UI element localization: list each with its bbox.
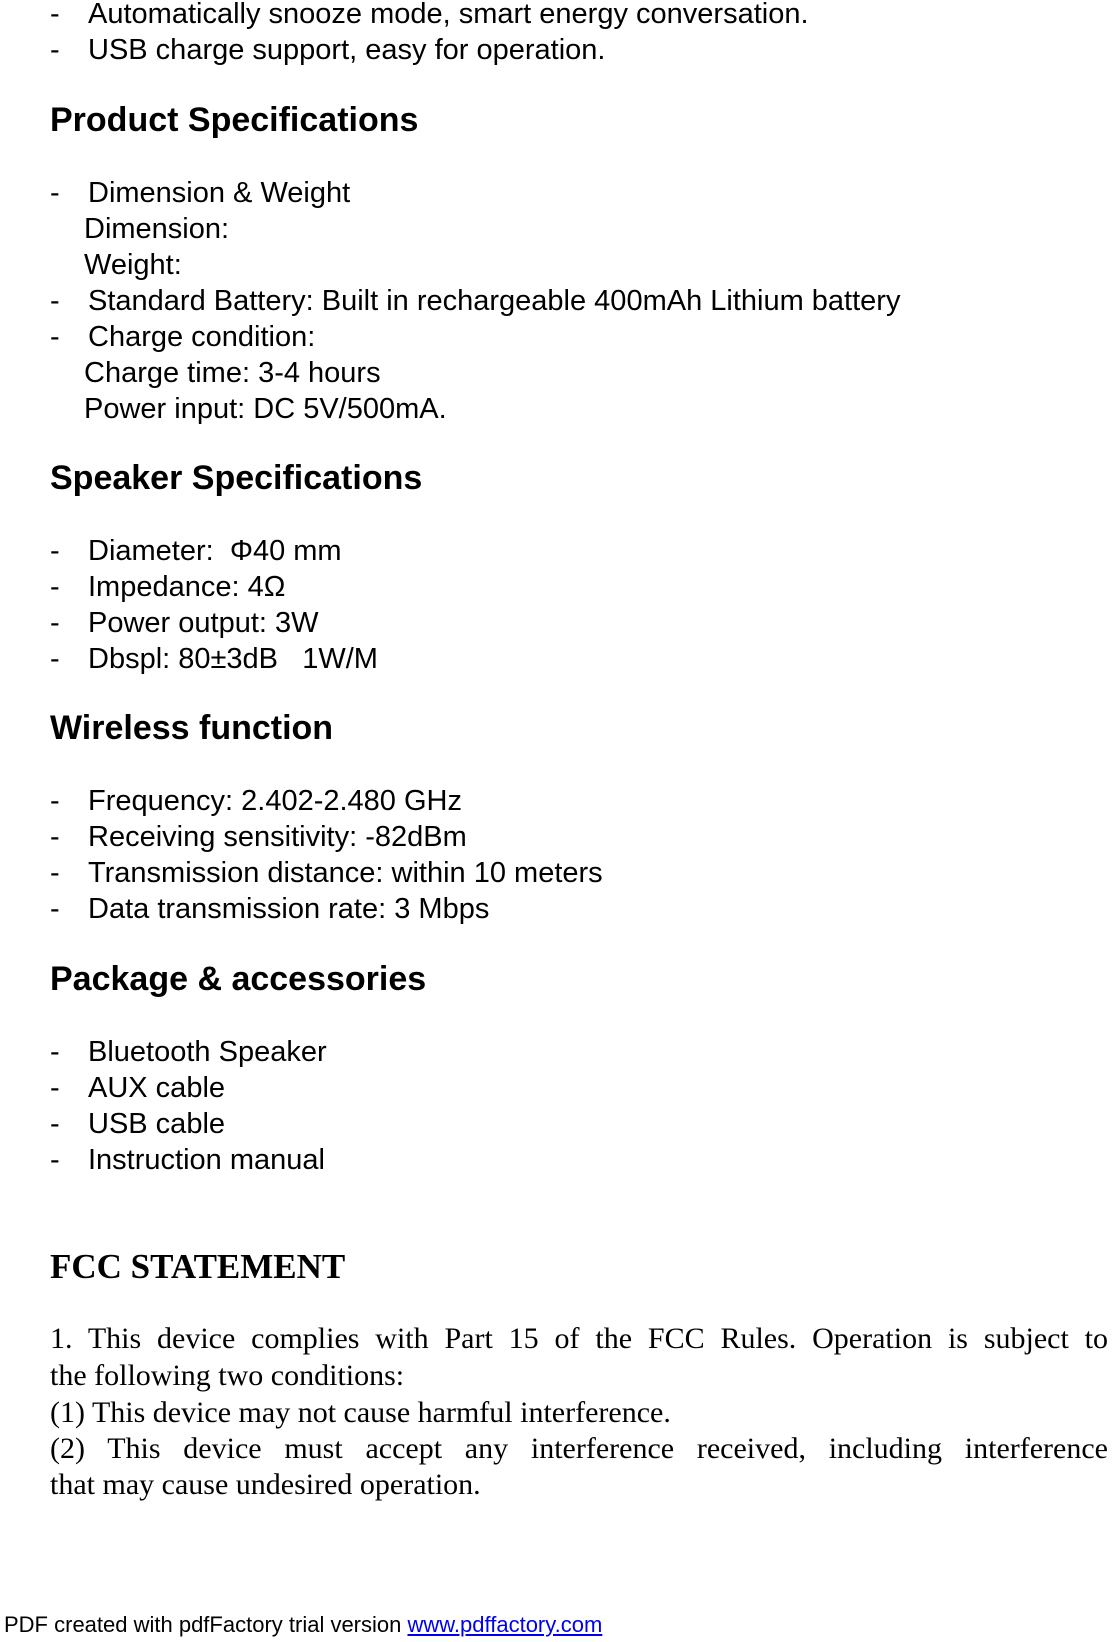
sensitivity-text: Receiving sensitivity: -82dBm [88,821,467,853]
list-bullet: - [50,535,60,567]
package-heading: Package & accessories [50,960,427,998]
distance-text: Transmission distance: within 10 meters [88,857,603,889]
package-item-text: AUX cable [88,1072,226,1104]
list-bullet: - [50,1072,60,1104]
list-bullet: - [50,607,60,639]
list-bullet: - [50,34,60,66]
power-input-text: Power input: DC 5V/500mA. [84,393,447,425]
pdf-footer [4,1612,602,1638]
speaker-specs-heading: Speaker Specifications [50,459,423,497]
list-bullet: - [50,785,60,817]
list-bullet: - [50,285,60,317]
dbspl-text: Dbspl: 80±3dB 1W/M [88,643,378,675]
pdffactory-link[interactable]: www.pdffactory.com [407,1612,603,1637]
list-bullet: - [50,643,60,675]
list-bullet: - [50,177,60,209]
diameter-text: Diameter: Φ40 mm [88,535,342,567]
fcc-paragraph-line: 1. This device complies with Part 15 of the FCC Rules. Operation is subject to [50,1322,1108,1355]
spec-text: Dimension & Weight [88,177,351,209]
product-specs-heading: Product Specifications [50,101,419,139]
wireless-heading: Wireless function [50,709,334,747]
feature-text: USB charge support, easy for operation. [88,34,606,66]
list-bullet: - [50,571,60,603]
fcc-heading: FCC STATEMENT [50,1247,346,1286]
fcc-condition-1: (1) This device may not cause harmful interference. [50,1396,671,1429]
list-bullet: - [50,1108,60,1140]
frequency-text: Frequency: 2.402-2.480 GHz [88,785,462,817]
power-output-text: Power output: 3W [88,607,319,639]
list-bullet: - [50,0,60,30]
fcc-paragraph-line: that may cause undesired operation. [50,1468,481,1501]
fcc-paragraph-line: the following two conditions: [50,1359,405,1392]
list-bullet: - [50,821,60,853]
list-bullet: - [50,1036,60,1068]
charge-time-text: Charge time: 3-4 hours [84,357,381,389]
list-bullet: - [50,893,60,925]
package-item-text: USB cable [88,1108,226,1140]
data-rate-text: Data transmission rate: 3 Mbps [88,893,490,925]
weight-label: Weight: [84,249,182,281]
list-bullet: - [50,857,60,889]
footer-text: PDF created with pdfFactory trial version [4,1612,408,1637]
feature-text: Automatically snooze mode, smart energy conversation. [88,0,809,30]
impedance-text: Impedance: 4Ω [88,571,286,603]
dimension-label: Dimension: [84,213,230,245]
battery-text: Standard Battery: Built in rechargeable 400mAh Lithium battery [88,285,901,317]
package-item-text: Instruction manual [88,1144,325,1176]
list-bullet: - [50,1144,60,1176]
package-item-text: Bluetooth Speaker [88,1036,327,1068]
fcc-condition-2: (2) This device must accept any interference received, including interference [50,1432,1108,1465]
charge-condition-text: Charge condition: [88,321,316,353]
list-bullet: - [50,321,60,353]
